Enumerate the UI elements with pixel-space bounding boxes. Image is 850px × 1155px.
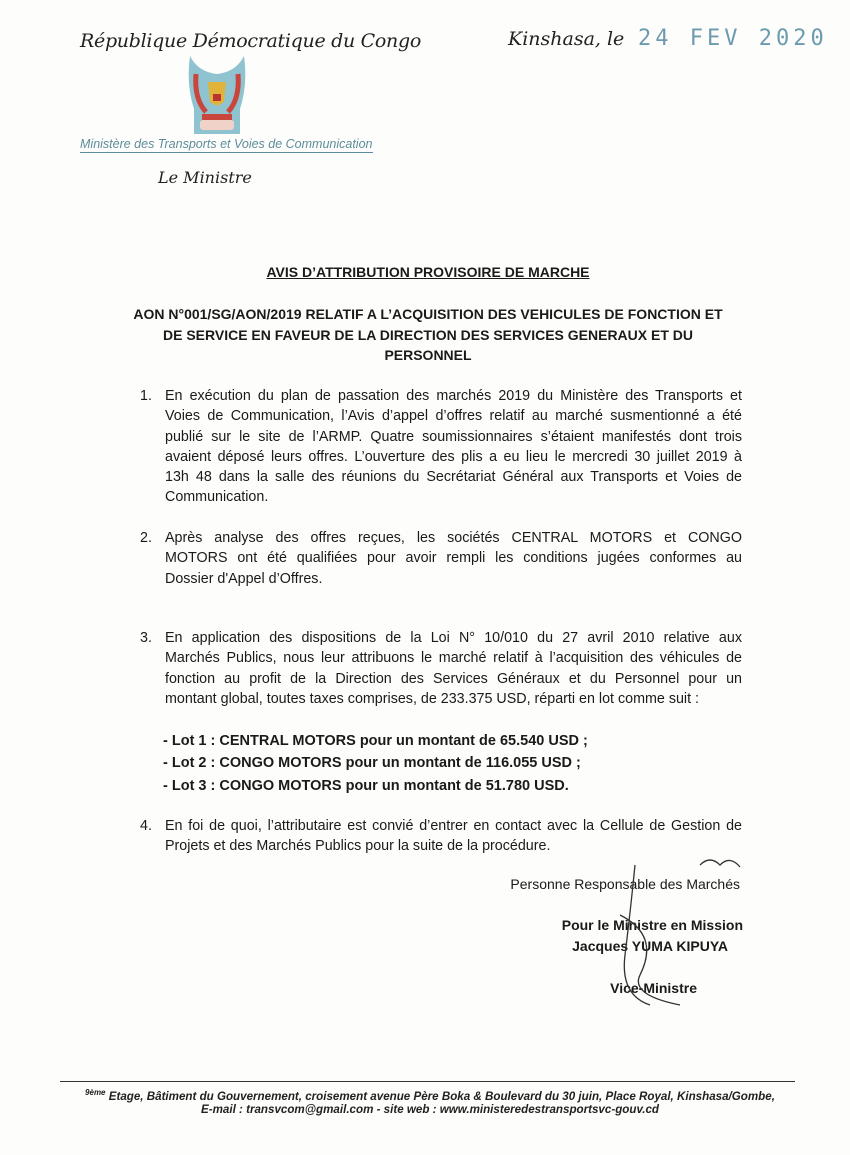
document-subtitle [100, 304, 756, 366]
paragraph-line: Après analyse des offres reçues, les sociétés CENTRAL MOTORS et CONGO [165, 530, 742, 546]
lot-1: - Lot 1 : CENTRAL MOTORS pour un montant de 65.540 USD ; [163, 733, 588, 749]
footer-address [40, 1088, 820, 1103]
paragraph-line: Marchés Publics, nous leur attribuons le marché relatif à l’acquisition des véhicules de [165, 650, 742, 667]
place-date-label: Kinshasa, le [508, 28, 625, 50]
footer-address-text: Etage, Bâtiment du Gouvernement, croisement avenue Père Boka & Boulevard du 30 juin, Place Royal, Kinshasa/Gombe, [105, 1089, 775, 1103]
date-stamp: 24 FEV 2020 [638, 26, 828, 51]
footer-divider [60, 1081, 795, 1082]
document-title: AVIS D’ATTRIBUTION PROVISOIRE DE MARCHE [266, 264, 590, 280]
signature-role: Personne Responsable des Marchés [510, 876, 740, 892]
lot-3: - Lot 3 : CONGO MOTORS pour un montant de 51.780 USD. [163, 778, 569, 794]
paragraph-line: montant global, toutes taxes comprises, de 233.375 USD, réparti en lot comme suit : [165, 690, 700, 707]
paragraph-line: Projets et des Marchés Publics pour la suite de la procédure. [165, 838, 551, 855]
lot-2: - Lot 2 : CONGO MOTORS pour un montant de 116.055 USD ; [163, 755, 581, 771]
paragraph-number: 2. [140, 530, 152, 546]
paragraph-line: publié sur le site de l’ARMP. Quatre soumissionnaires s’étaient manifestés dont trois [165, 428, 742, 445]
paragraph-number: 1. [140, 388, 152, 404]
signatory-title: Vice-Ministre [610, 980, 697, 996]
paragraph-line: En foi de quoi, l’attributaire est convié d’entrer en contact avec la Cellule de Gestion de [165, 818, 742, 834]
handwritten-signature [560, 855, 760, 1015]
office-label: Le Ministre [158, 168, 252, 187]
paragraph-number: 3. [140, 630, 152, 646]
paragraph-line: Dossier d'Appel d’Offres. [165, 570, 323, 587]
paragraph-2 [140, 528, 742, 589]
subtitle-line: PERSONNEL [384, 347, 472, 363]
signature-mission: Pour le Ministre en Mission [561, 917, 743, 933]
paragraph-3 [140, 628, 742, 709]
paragraph-4 [140, 816, 742, 857]
country-header: République Démocratique du Congo [80, 30, 421, 52]
subtitle-line: AON N°001/SG/AON/2019 RELATIF A L’ACQUISITION DES VEHICULES DE FONCTION ET [133, 306, 723, 322]
paragraph-line: avaient déposé leurs offres. L’ouverture des plis a eu lieu le mercredi 30 juillet 2019 à [165, 448, 742, 465]
coat-of-arms-emblem [186, 54, 248, 136]
subtitle-line: DE SERVICE EN FAVEUR DE LA DIRECTION DES SERVICES GENERAUX ET DU [162, 326, 694, 343]
signatory-name: Jacques YUMA KIPUYA [572, 938, 728, 954]
footer-contact: E-mail : transvcom@gmail.com - site web : www.ministeredestransportsvc-gouv.cd [201, 1103, 659, 1116]
paragraph-1 [140, 386, 742, 508]
paragraph-number: 4. [140, 818, 152, 834]
paragraph-line: fonction au profit de la Direction des Services Généraux et du Personnel pour un [165, 670, 742, 687]
footer-sup: 9ème [85, 1088, 106, 1097]
ministry-name: Ministère des Transports et Voies de Communication [80, 137, 373, 151]
paragraph-line: Communication. [165, 489, 269, 506]
paragraph-line: Voies de Communication, l’Avis d’appel d’offres relatif au marché susmentionné a été [165, 408, 742, 425]
paragraph-line: En exécution du plan de passation des marchés 2019 du Ministère des Transports et [165, 388, 742, 404]
paragraph-line: 13h 48 dans la salle des réunions du Secrétariat Général aux Transports et Voies de [165, 469, 742, 486]
paragraph-line: En application des dispositions de la Loi N° 10/010 du 27 avril 2010 relative aux [165, 630, 742, 646]
paragraph-line: MOTORS ont été qualifiées pour avoir rempli les conditions jugées conformes au [165, 550, 742, 567]
